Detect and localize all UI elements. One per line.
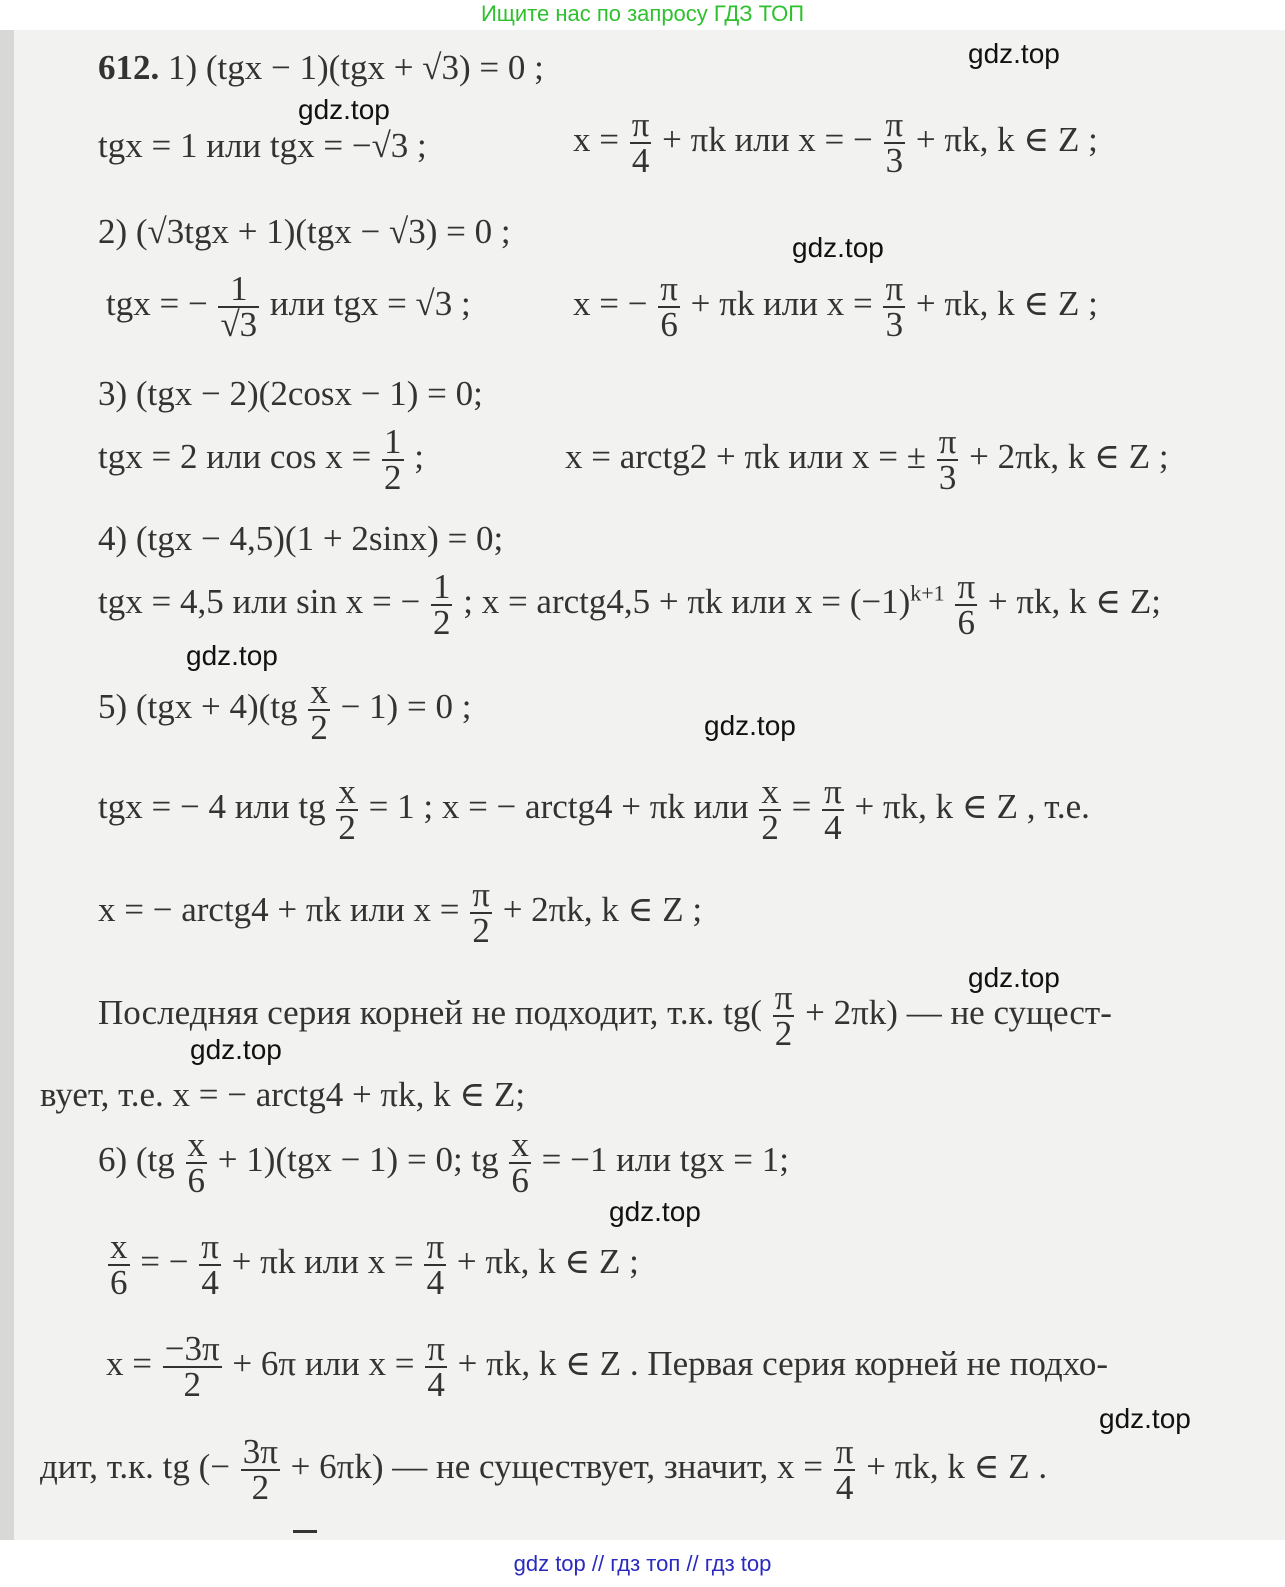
watermark: gdz.top: [968, 962, 1060, 993]
watermark: gdz.top: [186, 640, 278, 671]
fraction-pi-6: $\frac{\pi}{6}$: [957, 567, 976, 642]
watermark: gdz.top: [968, 38, 1060, 69]
problem-number: 612.: [98, 48, 160, 87]
fraction-minus3pi-2: $\frac{-3\pi}{2}$: [164, 1329, 220, 1404]
part6-conclusion: дит, т.к. tg (− $\frac{3\pi}{2}$ + 6πk) — не существует, значит, x = $\frac{\pi}{4}$ + πk, k ∈ Z .: [40, 1432, 1048, 1507]
part6-x-values: x = $\frac{-3\pi}{2}$ + 6π или x = $\frac{\pi}{4}$ + πk, k ∈ Z . Первая серия корней не подхо-: [106, 1329, 1109, 1404]
part3-equation: 3) (tgx − 2)(2cosx − 1) = 0;: [98, 374, 483, 413]
fraction-1-2: $\frac{1}{2}$: [384, 422, 402, 497]
part2-tan-values: tgx = − $\frac{1}{√3}$ или tgx = √3 ;: [106, 269, 471, 344]
page-edge-shadow: [0, 30, 14, 1540]
bottom-banner: gdz top // гдз топ // гдз top: [513, 1551, 772, 1576]
fraction-pi-3: $\frac{\pi}{3}$: [885, 105, 904, 180]
watermark: gdz.top: [792, 232, 884, 263]
part5-conclusion: вует, т.е. x = − arctg4 + πk, k ∈ Z;: [40, 1075, 526, 1114]
watermark: gdz.top: [298, 94, 390, 125]
fraction-pi-4: $\frac{\pi}{4}$: [631, 105, 650, 180]
watermark: gdz.top: [1099, 1403, 1191, 1434]
fraction-1-sqrt3: $\frac{1}{√3}$: [220, 269, 258, 344]
fraction-x-6: $\frac{x}{6}$: [511, 1125, 529, 1200]
part2-equation: 2) (√3tgx + 1)(tgx − √3) = 0 ;: [98, 212, 511, 251]
part1-solution: x = $\frac{\pi}{4}$ + πk или x = − $\frac{\pi}{3}$ + πk, k ∈ Z ;: [573, 105, 1098, 180]
part5-roots: x = − arctg4 + πk или x = $\frac{\pi}{2}$ + 2πk, k ∈ Z ;: [98, 875, 703, 950]
part5-equation: 5) (tgx + 4)(tg $\frac{x}{2}$ − 1) = 0 ;: [98, 672, 472, 747]
part2-solution: x = − $\frac{\pi}{6}$ + πk или x = $\frac{\pi}{3}$ + πk, k ∈ Z ;: [573, 269, 1098, 344]
fraction-x-2: $\frac{x}{2}$: [761, 772, 779, 847]
part4-solution: tgx = 4,5 или sin x = − $\frac{1}{2}$ ; x = arctg4,5 + πk или $x = (-1)^{k+1}$ $\frac{\pi}{6}$ + πk, k ∈ Z;: [98, 567, 1162, 642]
part1-tan-values: tgx = 1 или tgx = −√3 ;: [98, 126, 427, 165]
fraction-x-2: $\frac{x}{2}$: [338, 772, 356, 847]
fraction-x-6: $\frac{x}{6}$: [110, 1227, 128, 1302]
watermark: gdz.top: [190, 1034, 282, 1065]
part4-equation: 4) (tgx − 4,5)(1 + 2sinx) = 0;: [98, 519, 504, 558]
fraction-x-2: $\frac{x}{2}$: [310, 672, 328, 747]
fraction-pi-4: $\frac{\pi}{4}$: [427, 1329, 445, 1404]
fraction-pi-4: $\frac{\pi}{4}$: [835, 1432, 854, 1507]
watermark: gdz.top: [704, 710, 796, 741]
part3-values: tgx = 2 или cos x = $\frac{1}{2}$ ;: [98, 422, 425, 497]
part5-solution: tgx = − 4 или tg $\frac{x}{2}$ = 1 ; x = − arctg4 + πk или $\frac{x}{2}$ = $\frac{\pi}{4}$ + πk, k ∈ Z , т.е.: [98, 772, 1090, 847]
fraction-pi-4: $\frac{\pi}{4}$: [824, 772, 842, 847]
fraction-pi-3: $\frac{\pi}{3}$: [885, 269, 904, 344]
part3-solution: x = arctg2 + πk или x = ± $\frac{\pi}{3}$ + 2πk, k ∈ Z ;: [565, 422, 1169, 497]
page-mark: [293, 1530, 317, 1533]
fraction-1-2: $\frac{1}{2}$: [432, 567, 451, 642]
fraction-pi-2: $\frac{\pi}{2}$: [774, 978, 793, 1053]
part5-remark: Последняя серия корней не подходит, т.к. tg( $\frac{\pi}{2}$ + 2πk) — не сущест-: [98, 978, 1112, 1053]
fraction-x-6: $\frac{x}{6}$: [187, 1125, 206, 1200]
fraction-3pi-2: $\frac{3\pi}{2}$: [242, 1432, 278, 1507]
fraction-pi-4: $\frac{\pi}{4}$: [426, 1227, 445, 1302]
watermark: gdz.top: [609, 1196, 701, 1227]
fraction-pi-3: $\frac{\pi}{3}$: [938, 422, 957, 497]
part1-equation: 612. 1) (tgx − 1)(tgx + √3) = 0 ;: [98, 48, 544, 87]
part6-equation: 6) (tg $\frac{x}{6}$ + 1)(tgx − 1) = 0; tg $\frac{x}{6}$ = −1 или tgx = 1;: [98, 1125, 789, 1200]
fraction-pi-6: $\frac{\pi}{6}$: [660, 269, 678, 344]
part6-roots: $\frac{x}{6}$ = − $\frac{\pi}{4}$ + πk или x = $\frac{\pi}{4}$ + πk, k ∈ Z ;: [110, 1227, 639, 1302]
fraction-pi-2: $\frac{\pi}{2}$: [472, 875, 490, 950]
top-banner: Ищите нас по запросу ГДЗ ТОП: [480, 1, 805, 26]
fraction-pi-4: $\frac{\pi}{4}$: [201, 1227, 219, 1302]
